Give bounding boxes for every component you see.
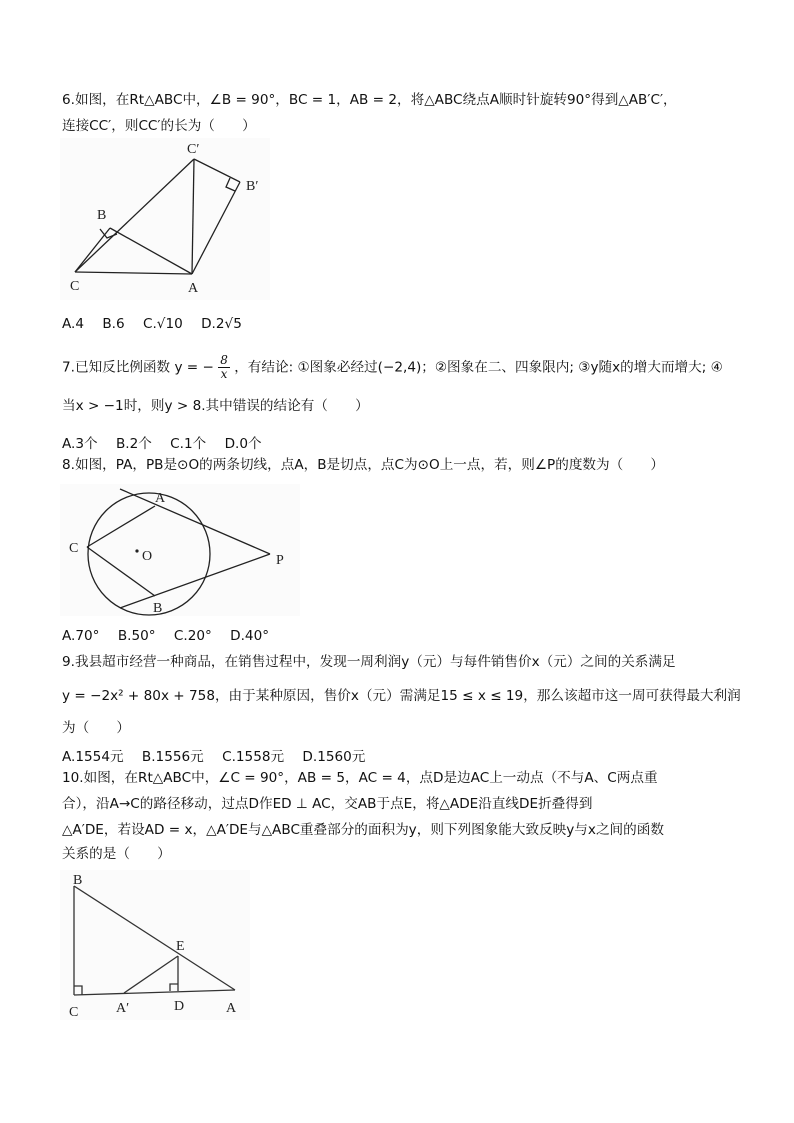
q6-option-b[interactable]: B.6 [102, 316, 125, 332]
q8-option-d[interactable]: D.40° [230, 628, 270, 644]
q10-stem-line3: △A′DE，若设AD = x，△A′DE与△ABC重叠部分的面积为y，则下列图象能大致反映y与x之间的函数 [62, 822, 664, 838]
q9-option-d[interactable]: D.1560元 [302, 749, 366, 765]
q10-stem-line4: 关系的是（ ） [62, 846, 171, 862]
q7-stem-part-b: ，有结论: ①图象必经过(−2,4)；②图象在二、四象限内; ③y随x的增大而增大; ④ [234, 359, 723, 376]
label-A-prime: A′ [116, 1001, 130, 1016]
label-A: A [188, 281, 199, 296]
figure-paper-bg [60, 870, 250, 1020]
q9-option-a[interactable]: A.1554元 [62, 749, 124, 765]
label-C: C [70, 279, 80, 294]
label-C: C [69, 541, 79, 556]
q7-option-a[interactable]: A.3个 [62, 436, 98, 452]
label-D: D [174, 999, 185, 1014]
q10-stem-line1: 10.如图，在Rt△ABC中，∠C = 90°，AB = 5，AC = 4，点D是边AC上一动点（不与A、C两点重 [62, 770, 658, 786]
q9-option-b[interactable]: B.1556元 [141, 749, 204, 765]
q9-stem-line3: 为（ ） [62, 720, 130, 736]
label-E: E [176, 939, 185, 954]
q7-stem-line1 [62, 354, 723, 381]
figure-paper-bg [60, 484, 300, 616]
q6-option-a[interactable]: A.4 [62, 316, 85, 332]
q7-option-b[interactable]: B.2个 [115, 436, 152, 452]
label-O: O [142, 549, 153, 564]
q9-options [62, 745, 379, 765]
q6-option-c[interactable]: C.√10 [142, 316, 183, 332]
q6-options [62, 316, 256, 332]
q8-options [62, 628, 283, 644]
label-A: A [155, 491, 166, 506]
q6-triangle-figure [60, 138, 270, 300]
label-C: C [69, 1005, 79, 1020]
q6-stem-line2: 连接CC′，则CC′的长为（ ） [62, 118, 256, 134]
label-B: B [153, 601, 163, 616]
q10-triangle-figure [60, 870, 250, 1020]
q7-frac-numerator: 8 [220, 353, 228, 367]
q9-stem-line1: 9.我县超市经营一种商品，在销售过程中，发现一周利润y（元）与每件销售价x（元）之间的关系满足 [62, 654, 676, 670]
q6-option-d[interactable]: D.2√5 [201, 316, 242, 332]
label-B: B [73, 873, 83, 888]
figure-paper-bg [60, 138, 270, 300]
label-P: P [276, 553, 284, 568]
label-B: B [97, 208, 107, 223]
label-A: A [226, 1001, 237, 1016]
q8-option-c[interactable]: C.20° [173, 628, 212, 644]
label-C-prime: C′ [187, 142, 200, 157]
q7-stem-part-a: 7.已知反比例函数 y = − [62, 359, 214, 376]
q7-frac-denominator: x [220, 367, 228, 381]
q7-option-d[interactable]: D.0个 [224, 436, 262, 452]
q7-options [62, 432, 276, 452]
center-point [135, 549, 138, 552]
q10-stem-line2: 合），沿A→C的路径移动，过点D作ED ⊥ AC，交AB于点E，将△ADE沿直线DE折叠得到 [62, 796, 593, 812]
q7-fraction [218, 354, 230, 381]
q7-option-c[interactable]: C.1个 [170, 436, 207, 452]
q6-stem-line1: 6.如图，在Rt△ABC中，∠B = 90°，BC = 1，AB = 2，将△ABC绕点A顺时针旋转90°得到△AB′C′， [62, 92, 677, 108]
q9-stem-line2: y = −2x² + 80x + 758，由于某种原因，售价x（元）需满足15 ≤ x ≤ 19，那么该超市这一周可获得最大利润 [62, 688, 741, 704]
label-B-prime: B′ [246, 179, 259, 194]
q9-option-c[interactable]: C.1558元 [222, 749, 285, 765]
q8-stem-line1: 8.如图，PA，PB是⊙O的两条切线，点A，B是切点，点C为⊙O上一点，若，则∠P的度数为（ ） [62, 457, 664, 473]
q7-stem-line2: 当x > −1时，则y > 8.其中错误的结论有（ ） [62, 398, 369, 414]
q8-option-a[interactable]: A.70° [62, 628, 100, 644]
q8-circle-figure [60, 484, 300, 616]
q8-option-b[interactable]: B.50° [117, 628, 156, 644]
